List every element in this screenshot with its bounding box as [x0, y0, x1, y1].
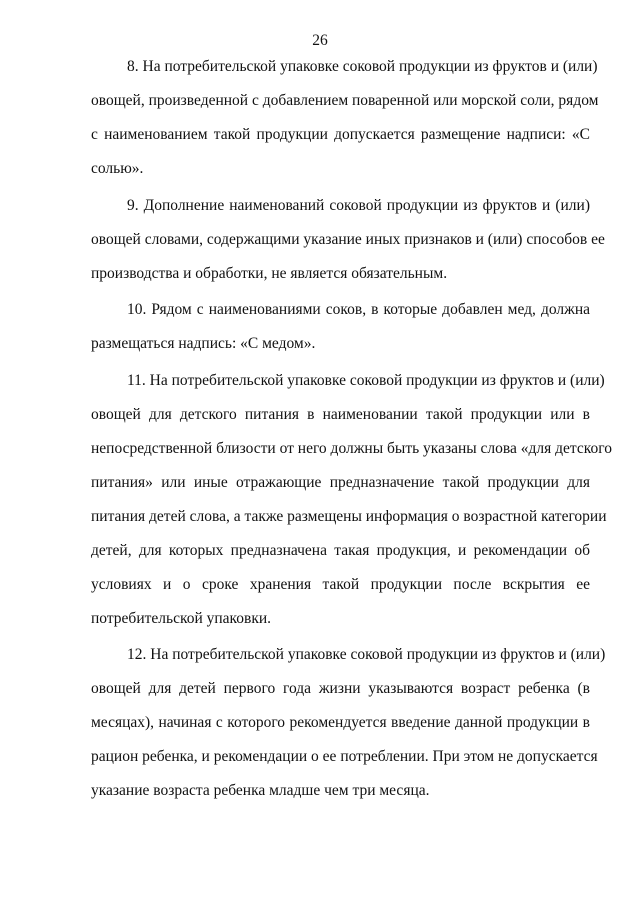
text-line: с наименованием такой продукции допускается размещение надписи: «С	[91, 126, 590, 143]
paragraph	[91, 189, 605, 291]
paragraph	[91, 638, 606, 808]
text-line: 8. На потребительской упаковке соковой продукции из фруктов и (или)	[127, 58, 598, 75]
paragraph	[91, 364, 612, 636]
text-line: месяцах), начиная с которого рекомендуется введение данной продукции в	[91, 714, 590, 731]
text-line: указание возраста ребенка младше чем три месяца.	[91, 782, 430, 799]
text-line: потребительской упаковки.	[91, 609, 272, 627]
text-line: производства и обработки, не является обязательным.	[91, 264, 448, 282]
text-line: овощей для детского питания в наименовании такой продукции или в	[91, 405, 590, 423]
text-line: питания» или иные отражающие предназначение такой продукции для	[91, 473, 590, 491]
text-line: размещаться надпись: «С медом».	[91, 335, 316, 352]
text-line: овощей для детей первого года жизни указываются возраст ребенка (в	[91, 680, 590, 697]
text-line: детей, для которых предназначена такая продукция, и рекомендации об	[91, 541, 590, 559]
text-line: непосредственной близости от него должны быть указаны слова «для детского	[91, 439, 612, 457]
text-line: 12. На потребительской упаковке соковой продукции из фруктов и (или)	[127, 646, 606, 663]
text-line: овощей, произведенной с добавлением поваренной или морской соли, рядом	[91, 92, 599, 109]
text-line: овощей словами, содержащими указание иных признаков и (или) способов ее	[91, 230, 605, 248]
text-line: питания детей слова, а также размещены информация о возрастной категории	[91, 507, 607, 525]
text-line: условиях и о сроке хранения такой продукции после вскрытия ее	[91, 575, 590, 593]
text-line: рацион ребенка, и рекомендации о ее потреблении. При этом не допускается	[91, 748, 598, 765]
document-body	[91, 50, 612, 811]
text-line: 9. Дополнение наименований соковой продукции из фруктов и (или)	[127, 196, 590, 214]
text-line: солью».	[91, 160, 144, 177]
paragraph	[91, 50, 599, 186]
text-line: 10. Рядом с наименованиями соков, в которые добавлен мед, должна	[127, 301, 590, 318]
paragraph	[91, 293, 590, 361]
text-line: 11. На потребительской упаковке соковой продукции из фруктов и (или)	[127, 371, 605, 389]
page-number: 26	[312, 32, 328, 49]
